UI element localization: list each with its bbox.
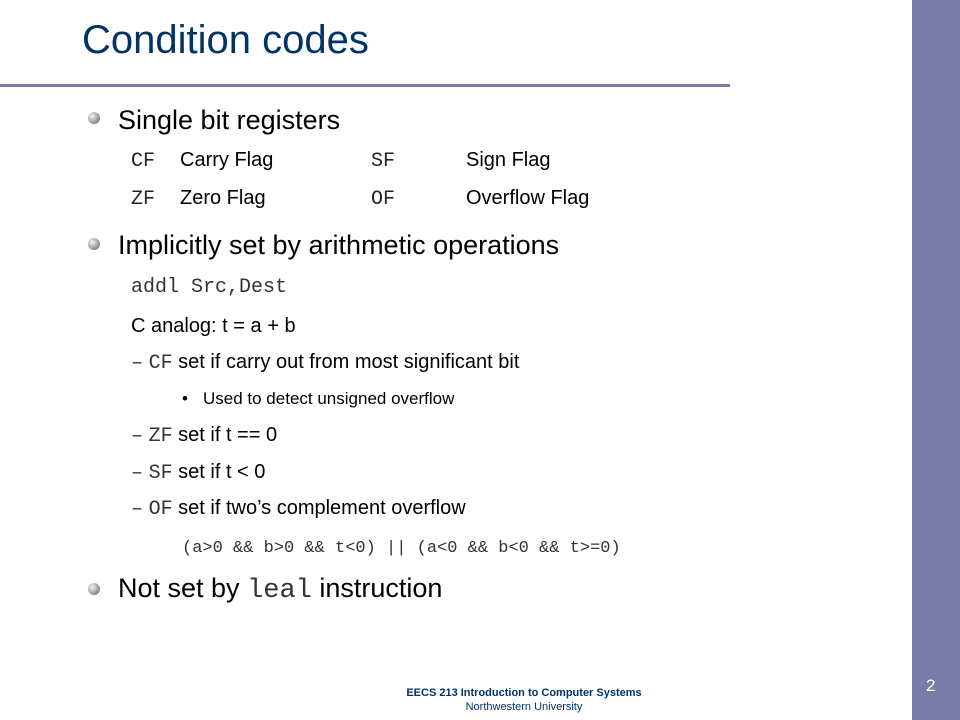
flag-name: Sign Flag xyxy=(466,149,551,171)
flag-name: Overflow Flag xyxy=(466,187,590,209)
flag-code: ZF xyxy=(131,188,156,211)
bullet-icon xyxy=(88,112,100,124)
bullet-icon xyxy=(88,583,100,595)
c-analog-text: C analog: t = a + b xyxy=(131,315,296,337)
bullet-text-post: instruction xyxy=(311,573,443,603)
flag-code: ZF xyxy=(148,425,173,448)
bullet-text-pre: Not set by xyxy=(118,573,248,603)
slide-title: Condition codes xyxy=(82,18,369,62)
flag-rule-text: set if t < 0 xyxy=(172,461,266,483)
sub-bullet-text: Used to detect unsigned overflow xyxy=(203,389,455,408)
flag-rule-text: set if carry out from most significant bit xyxy=(172,351,520,373)
bullet-not-set xyxy=(118,573,442,606)
bullet-implicitly-set: Implicitly set by arithmetic operations xyxy=(118,230,560,260)
flag-rule-sf xyxy=(131,461,265,485)
flag-code: CF xyxy=(131,150,156,173)
flag-name: Carry Flag xyxy=(180,149,274,171)
footer-course: EECS 213 Introduction to Computer Systems xyxy=(406,687,642,699)
dash: – xyxy=(131,462,144,485)
flag-code: OF xyxy=(371,188,396,211)
flag-code: SF xyxy=(148,462,173,485)
flag-rule-cf xyxy=(131,351,519,375)
dash: – xyxy=(131,352,144,375)
sidebar-bar xyxy=(912,0,960,720)
bullet-icon xyxy=(88,238,100,250)
dash: – xyxy=(131,498,144,521)
instruction-example: addl Src,Dest xyxy=(131,276,288,299)
flag-code: SF xyxy=(371,150,396,173)
flag-code: CF xyxy=(148,352,173,375)
flag-rule-of xyxy=(131,497,466,521)
flag-rule-text: set if two’s complement overflow xyxy=(172,497,466,519)
title-rule xyxy=(0,84,730,87)
flag-code: OF xyxy=(148,498,173,521)
flag-rule-text: set if t == 0 xyxy=(172,424,278,446)
dash: – xyxy=(131,425,144,448)
instruction-code: leal xyxy=(247,576,312,606)
sub-bullet-dot: • xyxy=(182,389,188,408)
flag-rule-zf xyxy=(131,424,277,448)
bullet-single-bit: Single bit registers xyxy=(118,105,341,135)
footer-university: Northwestern University xyxy=(465,701,583,713)
flag-name: Zero Flag xyxy=(180,187,266,209)
overflow-expression: (a>0 && b>0 && t<0) || (a<0 && b<0 && t>=0) xyxy=(182,539,621,558)
page-number: 2 xyxy=(926,676,936,695)
